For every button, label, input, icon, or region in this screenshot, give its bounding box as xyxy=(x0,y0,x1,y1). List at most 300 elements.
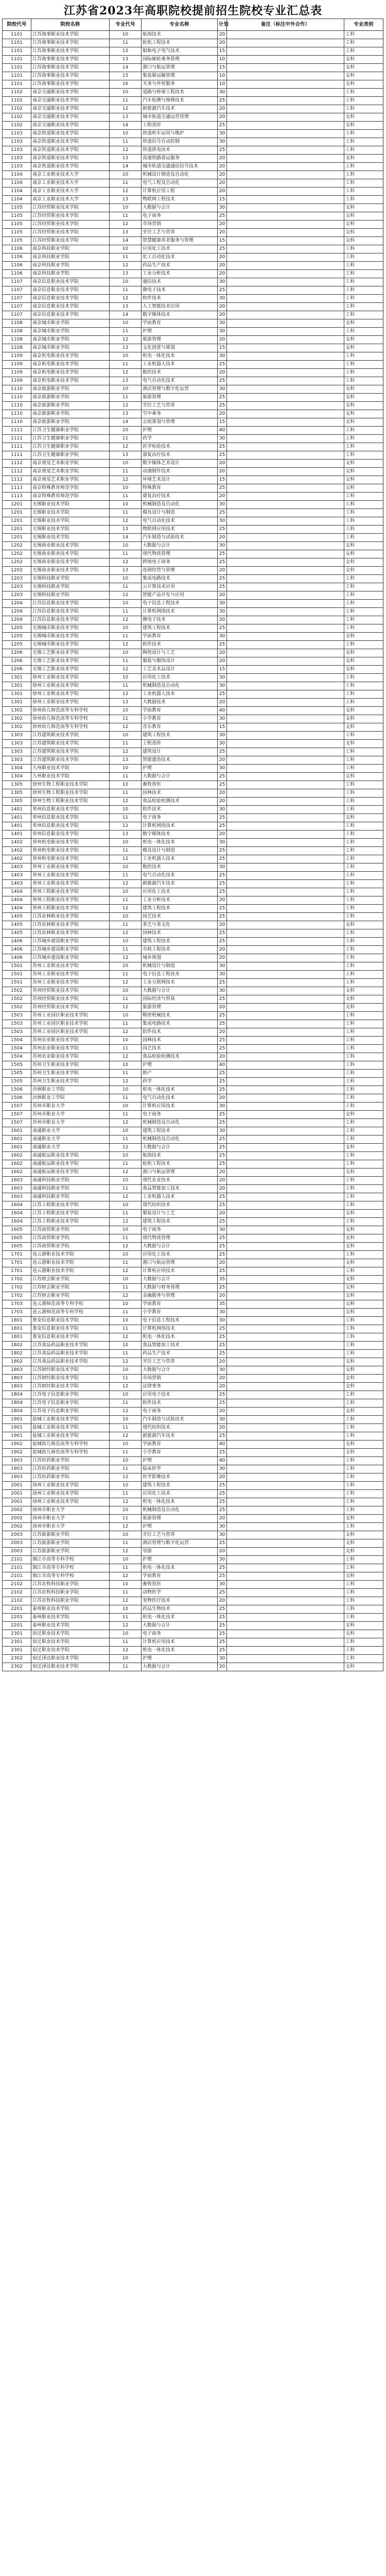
cell-major-code: 11 xyxy=(110,583,142,591)
cell-major-code: 12 xyxy=(110,822,142,831)
cell-plan: 20 xyxy=(218,1168,227,1177)
cell-school-code: 1802 xyxy=(3,1358,31,1366)
cell-plan: 20 xyxy=(218,1408,227,1416)
cell-category: 工科 xyxy=(344,699,383,707)
cell-major-name: 服装与服饰设计 xyxy=(142,657,218,666)
table-row xyxy=(3,1358,383,1366)
table-row xyxy=(3,1622,383,1630)
table-row xyxy=(3,1408,383,1416)
cell-category: 工科 xyxy=(344,1136,383,1144)
cell-major-code: 11 xyxy=(110,1070,142,1078)
cell-major-name: 建筑设计 xyxy=(142,748,218,756)
cell-school-name: 徐州生物工程职业技术学院 xyxy=(31,789,110,798)
table-row xyxy=(3,1201,383,1210)
cell-remark xyxy=(227,913,344,921)
cell-school-name: 南京科技职业学院 xyxy=(31,253,110,262)
cell-plan: 25 xyxy=(218,641,227,649)
cell-category: 文科 xyxy=(344,542,383,550)
cell-plan: 20 xyxy=(218,1259,227,1267)
cell-major-name: 工程造价 xyxy=(142,740,218,748)
cell-category: 工科 xyxy=(344,1473,383,1482)
cell-school-name: 沙洲职业工学院 xyxy=(31,1086,110,1094)
cell-category: 工科 xyxy=(344,855,383,863)
cell-school-code: 1402 xyxy=(3,855,31,863)
cell-school-name: 苏州农业职业技术学院 xyxy=(31,1037,110,1045)
cell-school-code: 2102 xyxy=(3,1581,31,1589)
cell-major-name: 港口与航运管理 xyxy=(142,1259,218,1267)
cell-major-name: 通信技术 xyxy=(142,278,218,286)
cell-major-code: 11 xyxy=(110,1309,142,1317)
cell-category: 工科 xyxy=(344,526,383,534)
cell-category: 文科 xyxy=(344,1358,383,1366)
cell-school-code: 1103 xyxy=(3,130,31,138)
cell-major-name: 学前教育 xyxy=(142,1440,218,1449)
cell-school-name: 苏州农业职业技术学院 xyxy=(31,1053,110,1061)
table-row xyxy=(3,863,383,872)
cell-major-code: 11 xyxy=(110,1515,142,1523)
cell-remark xyxy=(227,122,344,130)
cell-remark xyxy=(227,369,344,377)
cell-plan: 20 xyxy=(218,262,227,270)
cell-school-name: 江苏海事职业技术学院 xyxy=(31,31,110,39)
cell-school-name: 徐州幼儿师范高等专科学校 xyxy=(31,707,110,715)
table-row xyxy=(3,1342,383,1350)
cell-category: 工科 xyxy=(344,517,383,526)
cell-plan: 15 xyxy=(218,723,227,732)
cell-category: 工科 xyxy=(344,1614,383,1622)
table-row xyxy=(3,509,383,517)
cell-major-code: 12 xyxy=(110,798,142,806)
cell-major-code: 11 xyxy=(110,286,142,295)
cell-major-name: 电气自动化技术 xyxy=(142,872,218,880)
cell-school-name: 淮安信息职业技术学院 xyxy=(31,1333,110,1342)
cell-remark xyxy=(227,402,344,410)
cell-major-name: 食品智能加工技术 xyxy=(142,1342,218,1350)
table-row xyxy=(3,188,383,196)
cell-major-code: 12 xyxy=(110,1498,142,1506)
cell-school-name: 九州职业技术学院 xyxy=(31,773,110,781)
cell-school-code: 1102 xyxy=(3,89,31,97)
cell-major-name: 铁道信号自动控制 xyxy=(142,138,218,146)
cell-major-name: 电子信息工程技术 xyxy=(142,971,218,979)
cell-school-code: 1205 xyxy=(3,624,31,633)
cell-remark xyxy=(227,113,344,122)
cell-remark xyxy=(227,418,344,427)
cell-major-code: 13 xyxy=(110,344,142,352)
cell-remark xyxy=(227,278,344,286)
cell-major-name: 计算机应用技术 xyxy=(142,1267,218,1276)
cell-major-name: 机械设计与制造 xyxy=(142,962,218,971)
cell-school-name: 江苏工程职业技术学院 xyxy=(31,1210,110,1218)
cell-category: 工科 xyxy=(344,1201,383,1210)
table-row xyxy=(3,624,383,633)
cell-category: 工科 xyxy=(344,1086,383,1094)
majors-table xyxy=(2,19,383,1671)
cell-category: 工科 xyxy=(344,105,383,113)
table-row xyxy=(3,699,383,707)
cell-major-name: 数字媒体艺术设计 xyxy=(142,460,218,468)
cell-category: 文科 xyxy=(344,394,383,402)
table-row xyxy=(3,558,383,567)
cell-remark xyxy=(227,253,344,262)
cell-school-code: 1203 xyxy=(3,575,31,583)
cell-remark xyxy=(227,1201,344,1210)
cell-major-code: 11 xyxy=(110,509,142,517)
cell-major-name: 软件技术 xyxy=(142,1028,218,1037)
cell-major-code: 10 xyxy=(110,674,142,682)
cell-school-code: 1110 xyxy=(3,402,31,410)
cell-major-code: 11 xyxy=(110,1350,142,1358)
cell-major-name: 新能源汽车技术 xyxy=(142,880,218,888)
cell-plan: 10 xyxy=(218,80,227,89)
cell-plan: 10 xyxy=(218,72,227,80)
cell-school-code: 1401 xyxy=(3,831,31,839)
cell-remark xyxy=(227,863,344,872)
cell-plan: 20 xyxy=(218,699,227,707)
cell-remark xyxy=(227,896,344,905)
cell-remark xyxy=(227,1515,344,1523)
table-row xyxy=(3,748,383,756)
cell-school-name: 江苏食品药品职业技术学院 xyxy=(31,1342,110,1350)
cell-school-code: 1405 xyxy=(3,913,31,921)
cell-category: 工科 xyxy=(344,146,383,155)
cell-plan: 20 xyxy=(218,657,227,666)
cell-major-name: 应用电子技术 xyxy=(142,1391,218,1399)
cell-major-code: 11 xyxy=(110,1234,142,1243)
cell-school-code: 1303 xyxy=(3,740,31,748)
cell-school-name: 扬州工业职业技术学院 xyxy=(31,1490,110,1498)
cell-major-name: 电气自动化技术 xyxy=(142,377,218,385)
cell-plan: 30 xyxy=(218,517,227,526)
table-row xyxy=(3,723,383,732)
cell-remark xyxy=(227,929,344,938)
cell-plan: 25 xyxy=(218,575,227,583)
cell-plan: 20 xyxy=(218,270,227,278)
cell-plan: 20 xyxy=(218,831,227,839)
cell-major-code: 11 xyxy=(110,814,142,822)
cell-school-code: 1202 xyxy=(3,542,31,550)
cell-school-name: 江苏工程职业技术学院 xyxy=(31,1201,110,1210)
cell-major-name: 学前教育 xyxy=(142,1572,218,1581)
cell-category: 工科 xyxy=(344,905,383,913)
cell-major-code: 11 xyxy=(110,1465,142,1473)
table-row xyxy=(3,831,383,839)
cell-category: 工科 xyxy=(344,1605,383,1614)
table-row xyxy=(3,905,383,913)
cell-major-name: 学前教育 xyxy=(142,707,218,715)
cell-school-name: 苏州卫生职业技术学院 xyxy=(31,1078,110,1086)
cell-major-code: 13 xyxy=(110,831,142,839)
cell-major-name: 旅游管理 xyxy=(142,336,218,344)
cell-school-name: 宿迁职业技术学院 xyxy=(31,1647,110,1655)
cell-major-name: 大数据与会计 xyxy=(142,1622,218,1630)
cell-school-code: 1507 xyxy=(3,1119,31,1127)
cell-major-name: 文化创意与策划 xyxy=(142,344,218,352)
cell-major-code: 13 xyxy=(110,526,142,534)
cell-school-name: 扬州市职业大学 xyxy=(31,1523,110,1531)
table-row xyxy=(3,1193,383,1201)
cell-school-code: 1303 xyxy=(3,732,31,740)
cell-plan: 25 xyxy=(218,583,227,591)
cell-plan: 20 xyxy=(218,954,227,962)
cell-remark xyxy=(227,995,344,1004)
cell-major-code: 10 xyxy=(110,1531,142,1539)
cell-remark xyxy=(227,938,344,946)
cell-school-name: 无锡科技职业学院 xyxy=(31,575,110,583)
table-row xyxy=(3,987,383,995)
cell-major-code: 12 xyxy=(110,1473,142,1482)
cell-remark xyxy=(227,72,344,80)
cell-school-name: 南京城市职业学院 xyxy=(31,328,110,336)
cell-major-code: 11 xyxy=(110,1638,142,1647)
table-row xyxy=(3,1177,383,1185)
cell-plan: 30 xyxy=(218,1465,227,1473)
table-row xyxy=(3,641,383,649)
table-row xyxy=(3,979,383,987)
cell-major-code: 10 xyxy=(110,732,142,740)
table-row xyxy=(3,1267,383,1276)
cell-school-code: 1204 xyxy=(3,608,31,616)
cell-remark xyxy=(227,493,344,501)
cell-plan: 15 xyxy=(218,64,227,72)
cell-major-name: 应用化工技术 xyxy=(142,888,218,896)
table-row xyxy=(3,451,383,460)
cell-major-name: 茶艺与茶文化 xyxy=(142,921,218,929)
cell-category: 文科 xyxy=(344,558,383,567)
cell-category: 文科 xyxy=(344,715,383,723)
cell-category: 文科 xyxy=(344,1440,383,1449)
cell-category: 工科 xyxy=(344,270,383,278)
header-plan: 计划 xyxy=(218,19,227,31)
cell-school-name: 南京视觉艺术职业学院 xyxy=(31,460,110,468)
cell-plan: 25 xyxy=(218,1630,227,1638)
cell-plan: 25 xyxy=(218,1391,227,1399)
table-header-row xyxy=(3,19,383,31)
cell-school-code: 1406 xyxy=(3,946,31,954)
cell-school-code: 1301 xyxy=(3,699,31,707)
cell-major-code: 12 xyxy=(110,954,142,962)
cell-school-code: 1205 xyxy=(3,641,31,649)
cell-plan: 25 xyxy=(218,690,227,699)
cell-major-name: 工业分析技术 xyxy=(142,270,218,278)
cell-school-code: 1110 xyxy=(3,394,31,402)
cell-major-name: 药品生产技术 xyxy=(142,1350,218,1358)
cell-remark xyxy=(227,1556,344,1564)
cell-major-code: 16 xyxy=(110,80,142,89)
cell-school-code: 1602 xyxy=(3,1168,31,1177)
cell-school-name: 南通科技职业学院 xyxy=(31,1193,110,1201)
cell-school-code: 1803 xyxy=(3,1366,31,1375)
cell-school-code: 2301 xyxy=(3,1630,31,1638)
cell-school-name: 江苏电子信息职业学院 xyxy=(31,1399,110,1408)
cell-plan: 30 xyxy=(218,732,227,740)
cell-category: 工科 xyxy=(344,262,383,270)
cell-major-code: 11 xyxy=(110,435,142,443)
cell-plan: 20 xyxy=(218,171,227,179)
cell-major-name: 药品生产技术 xyxy=(142,262,218,270)
table-row xyxy=(3,946,383,954)
cell-plan: 25 xyxy=(218,781,227,789)
cell-remark xyxy=(227,1432,344,1440)
cell-school-name: 南京旅游职业学院 xyxy=(31,418,110,427)
cell-plan: 25 xyxy=(218,880,227,888)
cell-category: 工科 xyxy=(344,427,383,435)
cell-major-name: 金融服务与管理 xyxy=(142,1292,218,1300)
table-row xyxy=(3,1020,383,1028)
cell-school-code: 1204 xyxy=(3,600,31,608)
table-row xyxy=(3,1589,383,1597)
cell-remark xyxy=(227,962,344,971)
cell-remark xyxy=(227,1539,344,1548)
cell-school-name: 江苏建筑职业技术学院 xyxy=(31,732,110,740)
cell-school-code: 1804 xyxy=(3,1399,31,1408)
cell-major-code: 12 xyxy=(110,1193,142,1201)
cell-school-name: 苏州工业职业技术学院 xyxy=(31,962,110,971)
table-row xyxy=(3,888,383,896)
cell-remark xyxy=(227,987,344,995)
cell-major-code: 10 xyxy=(110,1630,142,1638)
cell-school-code: 1105 xyxy=(3,212,31,221)
cell-major-code: 13 xyxy=(110,56,142,64)
table-row xyxy=(3,517,383,526)
cell-school-code: 2003 xyxy=(3,1531,31,1539)
cell-remark xyxy=(227,1424,344,1432)
cell-category: 工科 xyxy=(344,163,383,171)
cell-category: 文科 xyxy=(344,666,383,674)
table-row xyxy=(3,64,383,72)
cell-category: 文科 xyxy=(344,773,383,781)
cell-major-name: 港口与航运管理 xyxy=(142,64,218,72)
cell-category: 文科 xyxy=(344,1630,383,1638)
cell-remark xyxy=(227,155,344,163)
cell-school-name: 江苏财会职业学院 xyxy=(31,1284,110,1292)
cell-school-name: 无锡工艺职业技术学院 xyxy=(31,666,110,674)
table-row xyxy=(3,1548,383,1556)
cell-major-code: 12 xyxy=(110,336,142,344)
cell-school-code: 1505 xyxy=(3,1061,31,1070)
cell-category: 工科 xyxy=(344,501,383,509)
cell-remark xyxy=(227,732,344,740)
cell-category: 工科 xyxy=(344,1160,383,1168)
cell-school-name: 江苏农牧科技职业学院 xyxy=(31,1589,110,1597)
cell-major-name: 大数据与会计 xyxy=(142,1276,218,1284)
cell-school-code: 1604 xyxy=(3,1210,31,1218)
cell-category: 工科 xyxy=(344,789,383,798)
cell-major-name: 电子信息工程技术 xyxy=(142,600,218,608)
cell-school-code: 1902 xyxy=(3,1449,31,1457)
cell-plan: 25 xyxy=(218,1614,227,1622)
cell-plan: 20 xyxy=(218,410,227,418)
cell-school-name: 常州工业职业技术学院 xyxy=(31,880,110,888)
cell-category: 工科 xyxy=(344,1490,383,1498)
cell-major-name: 建筑工程技术 xyxy=(142,905,218,913)
cell-major-name: 工艺美术品设计 xyxy=(142,666,218,674)
cell-school-code: 1507 xyxy=(3,1103,31,1111)
cell-category: 工科 xyxy=(344,253,383,262)
table-row xyxy=(3,591,383,600)
cell-remark xyxy=(227,649,344,657)
cell-school-name: 南京特殊教育师范学院 xyxy=(31,484,110,493)
cell-remark xyxy=(227,1622,344,1630)
table-row xyxy=(3,1094,383,1103)
cell-remark xyxy=(227,1391,344,1399)
cell-school-code: 1701 xyxy=(3,1251,31,1259)
table-row xyxy=(3,995,383,1004)
cell-major-name: 数控技术 xyxy=(142,863,218,872)
cell-category: 文科 xyxy=(344,814,383,822)
cell-category: 工科 xyxy=(344,608,383,616)
cell-school-name: 南通航运职业技术学院 xyxy=(31,1160,110,1168)
cell-major-name: 小学教育 xyxy=(142,1309,218,1317)
cell-school-name: 淮安信息职业技术学院 xyxy=(31,1325,110,1333)
cell-remark xyxy=(227,1300,344,1309)
cell-school-name: 南通航运职业技术学院 xyxy=(31,1152,110,1160)
cell-school-name: 常州机电职业技术学院 xyxy=(31,839,110,847)
cell-school-name: 南京铁道职业技术学院 xyxy=(31,163,110,171)
cell-category: 工科 xyxy=(344,1037,383,1045)
cell-remark xyxy=(227,427,344,435)
cell-plan: 20 xyxy=(218,468,227,476)
cell-remark xyxy=(227,1226,344,1234)
cell-major-code: 10 xyxy=(110,600,142,608)
table-row xyxy=(3,1614,383,1622)
cell-major-code: 11 xyxy=(110,212,142,221)
cell-school-code: 1109 xyxy=(3,352,31,361)
cell-school-name: 南京信息职业技术学院 xyxy=(31,286,110,295)
cell-school-name: 徐州生物工程职业技术学院 xyxy=(31,798,110,806)
cell-major-code: 11 xyxy=(110,97,142,105)
cell-plan: 20 xyxy=(218,1473,227,1482)
cell-school-code: 1803 xyxy=(3,1383,31,1391)
cell-school-name: 南京科技职业学院 xyxy=(31,245,110,253)
cell-major-name: 园艺技术 xyxy=(142,913,218,921)
cell-plan: 20 xyxy=(218,1375,227,1383)
cell-school-code: 2302 xyxy=(3,1663,31,1671)
cell-major-name: 电气自动化技术 xyxy=(142,1094,218,1103)
cell-major-code: 10 xyxy=(110,278,142,286)
cell-remark xyxy=(227,781,344,789)
table-row xyxy=(3,204,383,212)
cell-remark xyxy=(227,1012,344,1020)
cell-school-code: 1901 xyxy=(3,1432,31,1440)
cell-remark xyxy=(227,979,344,987)
cell-category: 工科 xyxy=(344,188,383,196)
cell-category: 工科 xyxy=(344,1342,383,1350)
table-row xyxy=(3,369,383,377)
cell-category: 工科 xyxy=(344,1589,383,1597)
cell-major-name: 陶瓷设计与工艺 xyxy=(142,649,218,657)
cell-school-name: 徐州幼儿师范高等专科学校 xyxy=(31,723,110,732)
table-row xyxy=(3,1366,383,1375)
cell-major-code: 14 xyxy=(110,311,142,319)
cell-school-code: 1101 xyxy=(3,56,31,64)
cell-school-name: 南京旅游职业学院 xyxy=(31,402,110,410)
cell-major-code: 13 xyxy=(110,756,142,765)
cell-remark xyxy=(227,558,344,567)
cell-remark xyxy=(227,715,344,723)
cell-category: 文科 xyxy=(344,1276,383,1284)
cell-plan: 30 xyxy=(218,608,227,616)
cell-major-name: 小学教育 xyxy=(142,1449,218,1457)
cell-school-name: 徐州工业职业技术学院 xyxy=(31,690,110,699)
cell-major-name: 航海技术 xyxy=(142,1152,218,1160)
cell-category: 文科 xyxy=(344,1383,383,1391)
cell-school-name: 泰州职业技术学院 xyxy=(31,1605,110,1614)
table-row xyxy=(3,1168,383,1177)
cell-major-code: 11 xyxy=(110,39,142,47)
cell-school-code: 1111 xyxy=(3,451,31,460)
cell-major-name: 软件技术 xyxy=(142,641,218,649)
